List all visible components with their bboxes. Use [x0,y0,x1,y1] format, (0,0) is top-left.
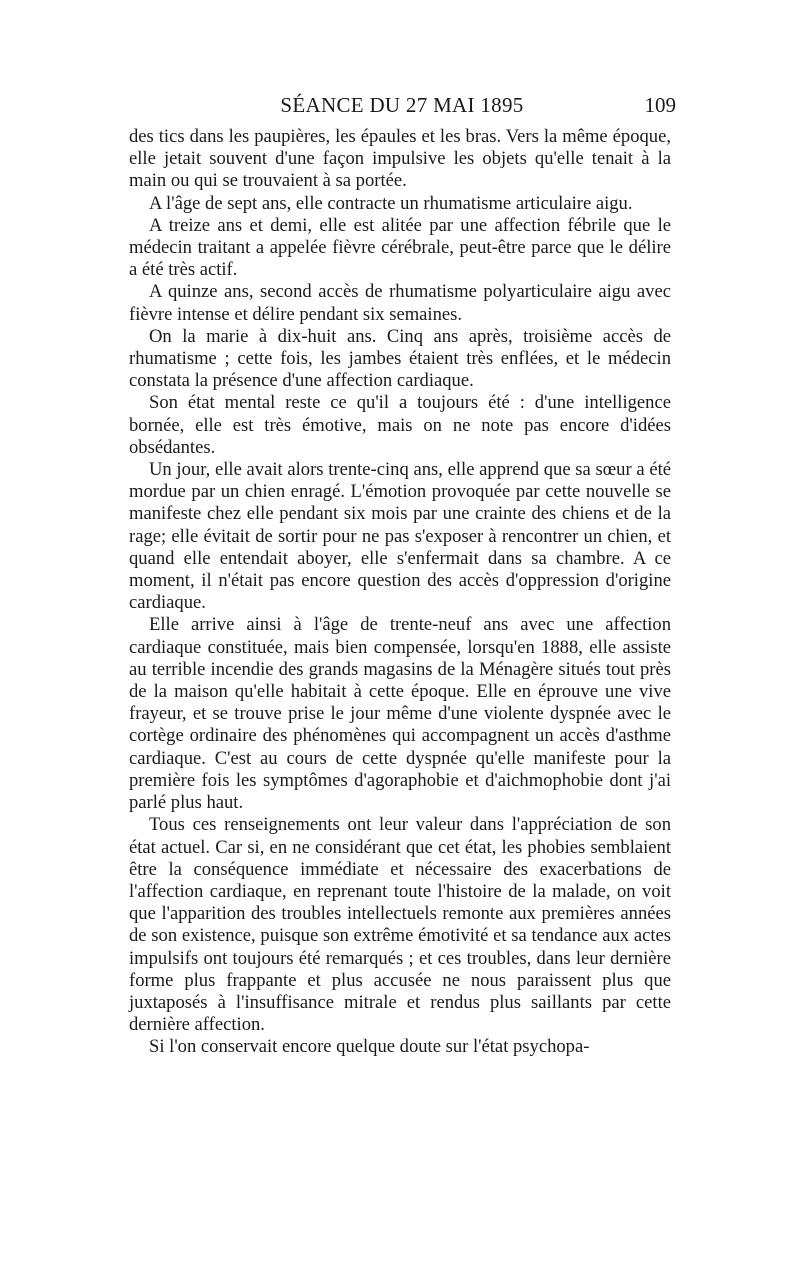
paragraph: A l'âge de sept ans, elle contracte un rhumatisme articulaire aigu. [149,192,633,214]
paragraph: Elle arrive ainsi à l'âge de trente-neuf ans avec une affection cardiaque constituée, mais bien compensée, lorsqu'en 1888, elle assiste au terrible incendie des grands magasins de la Ménagère situés tout près de la maison qu'elle habitait à cette époque. Elle en éprouve une vive frayeur, et se trouve prise le jour même d'une violente dyspnée avec le cortège ordinaire des phénomènes qui accompagnent un accès d'asthme cardiaque. C'est au cours de cette dyspnée qu'elle manifeste pour la première fois les symptômes d'agoraphobie et d'aichmophobie dont j'ai parlé plus haut. [129,614,671,814]
paragraph: On la marie à dix-huit ans. Cinq ans après, troisième accès de rhumatisme ; cette fois, les jambes étaient très enflées, et le médecin constata la présence d'une affection cardiaque. [129,325,671,392]
page-number: 109 [644,93,676,117]
paragraph: Un jour, elle avait alors trente-cinq ans, elle apprend que sa sœur a été mordue par un chien enragé. L'émotion provoquée par cette nouvelle se manifeste chez elle pendant six mois par une crainte des chiens et de la rage; elle évitait de sortir pour ne pas s'exposer à rencontrer un chien, et quand elle entendait aboyer, elle s'enfermait dans sa chambre. A ce moment, il n'était pas encore question des accès d'oppression d'origine cardiaque. [129,459,671,614]
paragraph: des tics dans les paupières, les épaules et les bras. Vers la même époque, elle jetait souvent d'une façon impulsive les objets qu'elle tenait à la main ou qui se trouvaient à sa portée. [129,126,671,192]
paragraph: A treize ans et demi, elle est alitée par une affection fébrile que le médecin traitant a appelée fièvre cérébrale, peut-être parce que le délire a été très actif. [129,214,671,281]
paragraph: A quinze ans, second accès de rhumatisme polyarticulaire aigu avec fièvre intense et délire pendant six semaines. [129,281,671,325]
body-text [129,126,671,1059]
header-title: SÉANCE DU 27 MAI 1895 [280,93,524,117]
running-header [128,93,676,123]
paragraph: Tous ces renseignements ont leur valeur dans l'appréciation de son état actuel. Car si, en ne considérant que cet état, les phobies semblaient être la conséquence immédiate et nécessaire des exacerbations de l'affection cardiaque, en reprenant toute l'histoire de la malade, on voit que l'apparition des troubles intellectuels remonte aux premières années de son existence, puisque son extrême émotivité et sa tendance aux actes impulsifs ont toujours été remarqués ; et ces troubles, dans leur dernière forme plus frappante et plus accusée ne nous paraissent plus que juxtaposés à l'insuffisance mitrale et rendus plus saillants par cette dernière affection. [129,814,671,1036]
paragraph: Son état mental reste ce qu'il a toujours été : d'une intelligence bornée, elle est très émotive, mais on ne note pas encore d'idées obsédantes. [129,392,671,458]
paragraph: Si l'on conservait encore quelque doute sur l'état psychopa- [149,1036,590,1058]
